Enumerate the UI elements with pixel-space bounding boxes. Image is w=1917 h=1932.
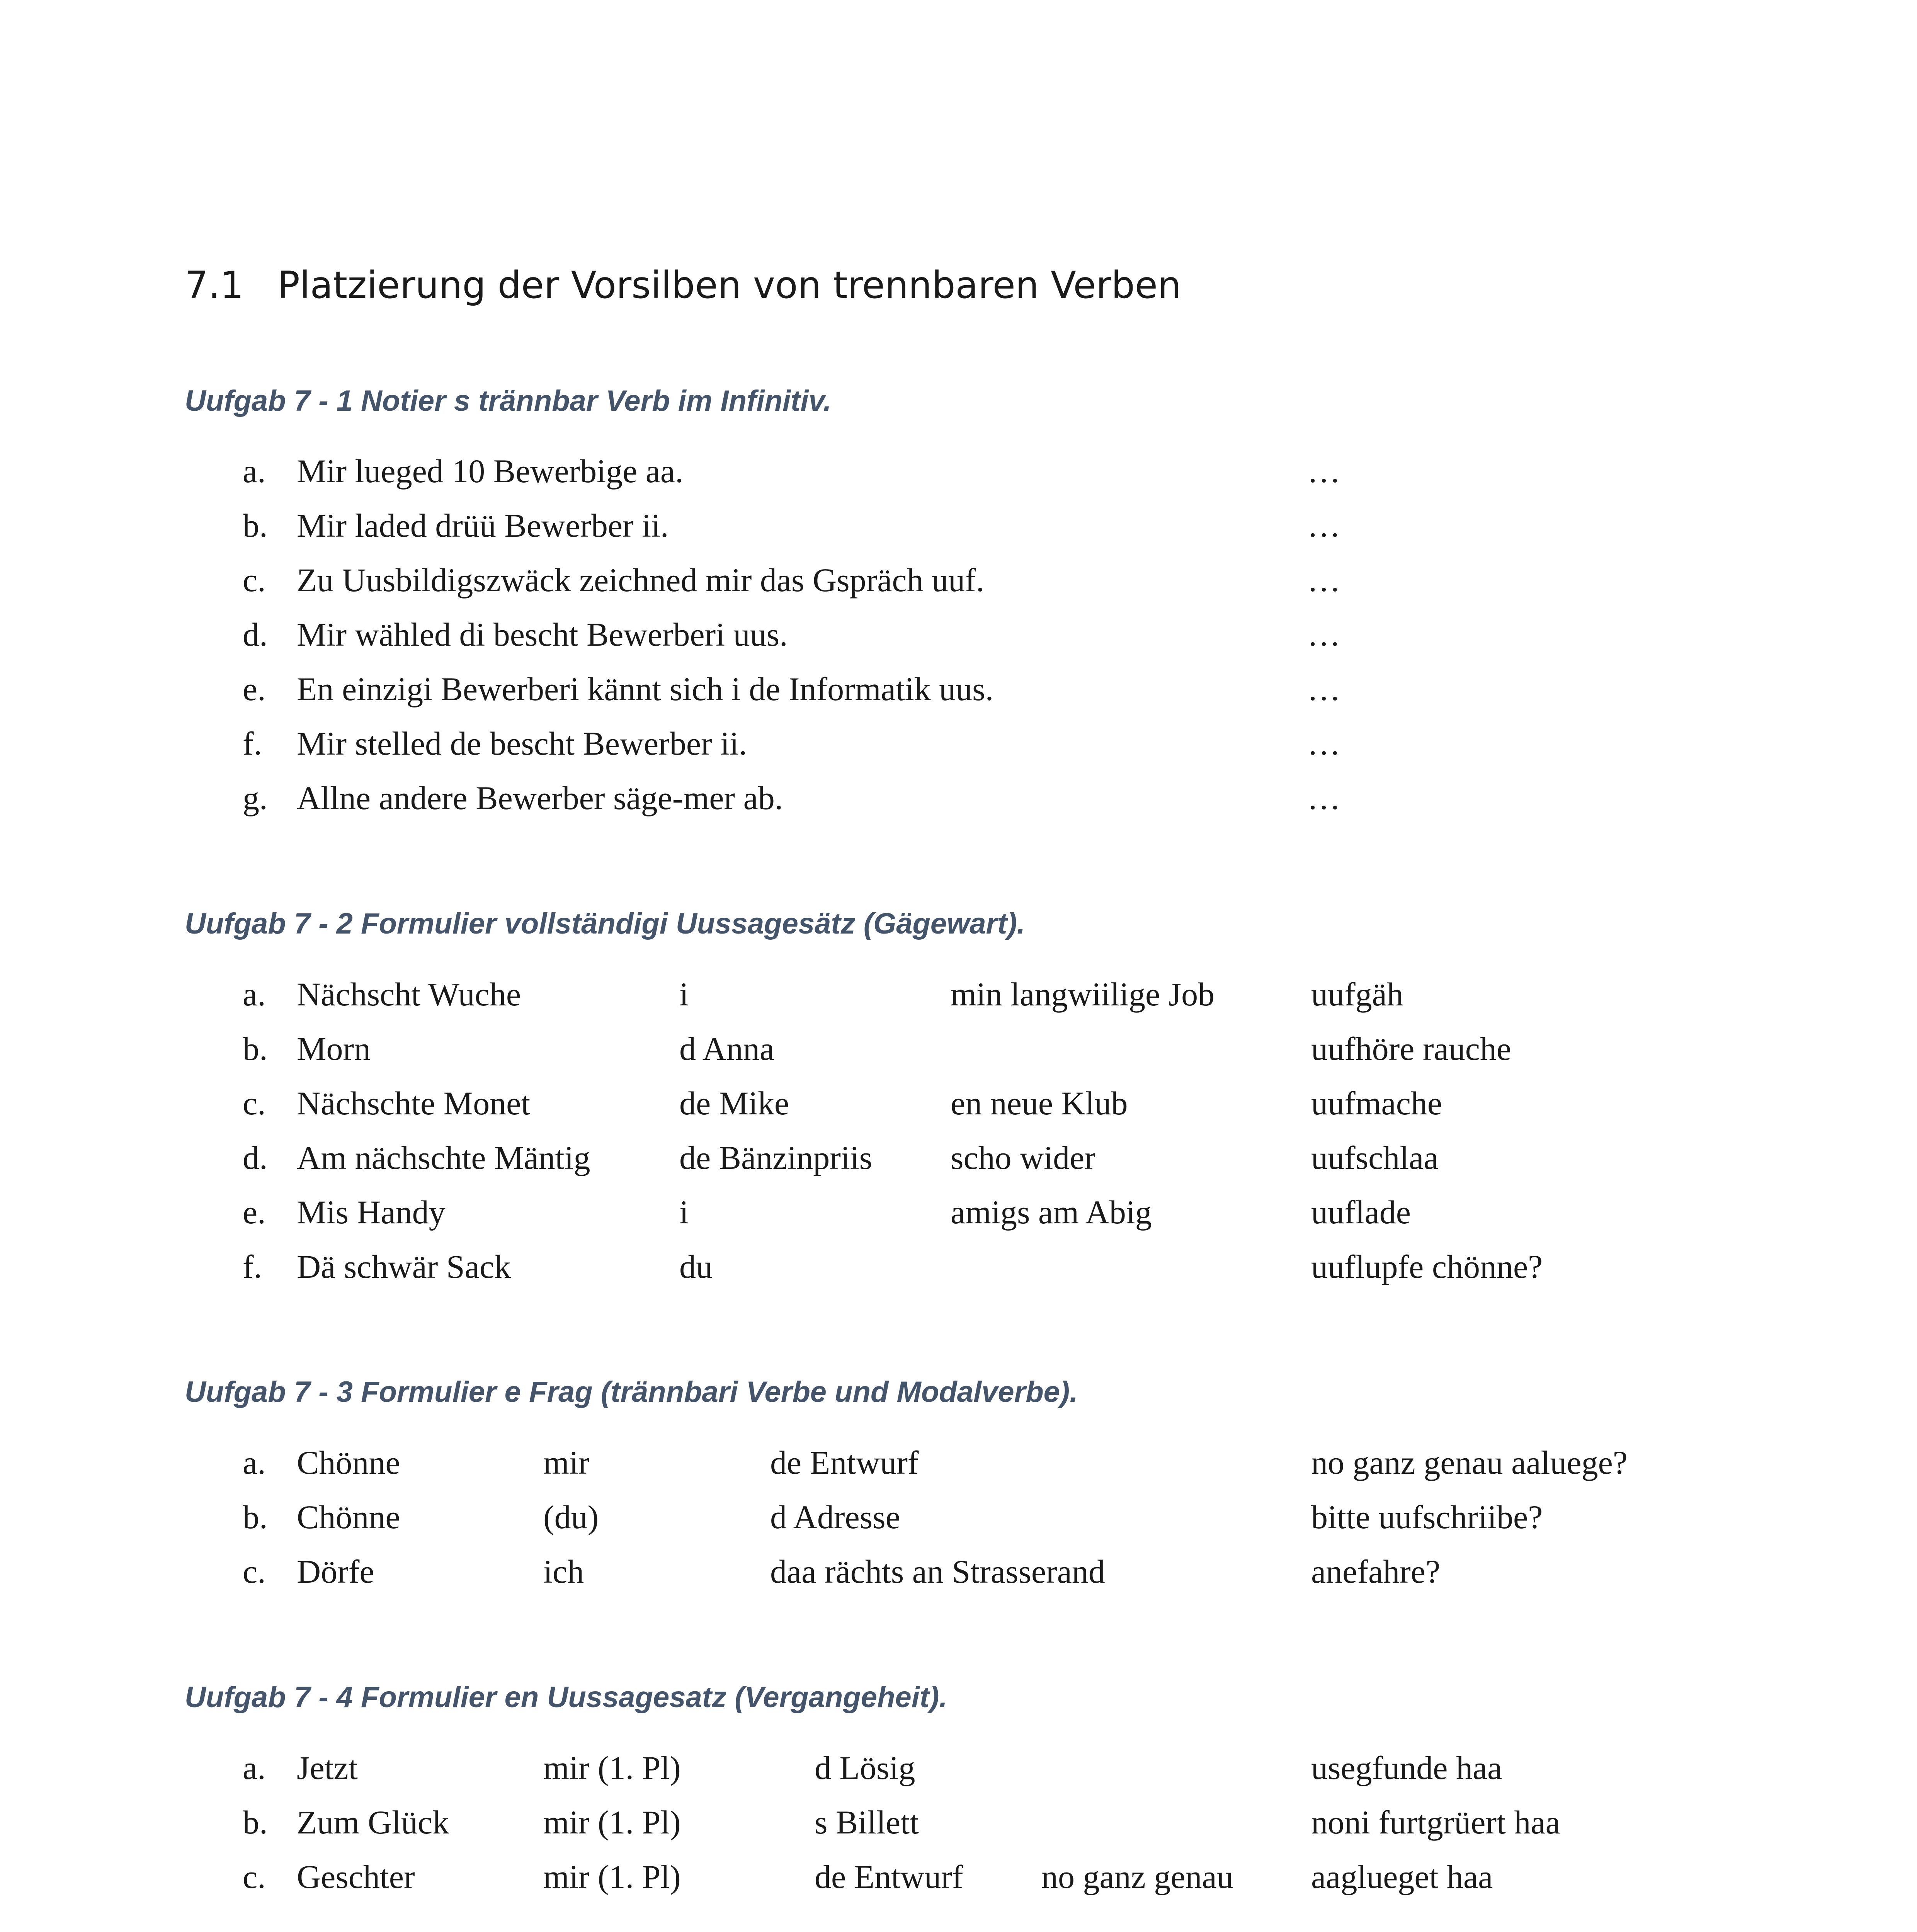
sentence: Mir wähled di bescht Bewerberi uus. xyxy=(297,616,788,653)
item-letter: d. xyxy=(243,616,268,653)
sentence-part: Nächschte Monet xyxy=(297,1085,531,1122)
item-letter: c. xyxy=(243,1553,266,1590)
sentence-part: mir (1. Pl) xyxy=(543,1858,681,1895)
item-letter: b. xyxy=(243,507,268,544)
sentence-part: bitte uufschriibe? xyxy=(1311,1498,1543,1536)
item-letter: f. xyxy=(243,1248,262,1285)
sentence-part: no ganz genau xyxy=(1041,1858,1233,1895)
section-heading xyxy=(185,264,1181,307)
sentence-part: amigs am Abig xyxy=(951,1194,1152,1231)
sentence-part: s Billett xyxy=(815,1804,919,1841)
item-letter: b. xyxy=(243,1804,268,1841)
exercise-row xyxy=(0,727,1917,765)
exercise-row xyxy=(0,1806,1917,1844)
sentence: Allne andere Bewerber säge-mer ab. xyxy=(297,779,783,816)
sentence-part: (du) xyxy=(543,1498,599,1536)
answer-blank: … xyxy=(1307,725,1340,762)
exercise-row xyxy=(0,509,1917,548)
sentence-part: scho wider xyxy=(951,1139,1095,1176)
sentence-part: i xyxy=(679,1194,689,1231)
sentence-part: d Adresse xyxy=(770,1498,900,1536)
task-title: Uufgab 7 - 3 Formulier e Frag (trännbari Verbe und Modalverbe). xyxy=(185,1376,1078,1408)
sentence-part: d Anna xyxy=(679,1030,775,1067)
sentence-part: uuflupfe chönne? xyxy=(1311,1248,1543,1285)
exercise-row xyxy=(0,1860,1917,1899)
sentence-part: de Mike xyxy=(679,1085,789,1122)
exercise-row xyxy=(0,1751,1917,1790)
sentence-part: de Bänzinpriis xyxy=(679,1139,873,1176)
sentence-part: noni furtgrüert haa xyxy=(1311,1804,1560,1841)
answer-blank: … xyxy=(1307,507,1340,544)
sentence-part: mir (1. Pl) xyxy=(543,1749,681,1786)
answer-blank: … xyxy=(1307,561,1340,599)
item-letter: b. xyxy=(243,1030,268,1067)
item-letter: e. xyxy=(243,670,266,707)
sentence-part: mir (1. Pl) xyxy=(543,1804,681,1841)
sentence-part: daa rächts an Strasserand xyxy=(770,1553,1105,1590)
sentence-part: Am nächschte Mäntig xyxy=(297,1139,590,1176)
item-letter: d. xyxy=(243,1139,268,1176)
exercise-row xyxy=(0,1500,1917,1539)
exercise-row xyxy=(0,781,1917,820)
exercise-row xyxy=(0,1087,1917,1125)
exercise-row xyxy=(0,563,1917,602)
item-letter: g. xyxy=(243,779,268,816)
sentence-part: de Entwurf xyxy=(815,1858,963,1895)
sentence-part: Nächscht Wuche xyxy=(297,976,521,1013)
answer-blank: … xyxy=(1307,616,1340,653)
item-letter: a. xyxy=(243,1444,266,1481)
exercise-row xyxy=(0,672,1917,711)
item-letter: a. xyxy=(243,1749,266,1786)
exercise-row xyxy=(0,1032,1917,1071)
sentence-part: Dörfe xyxy=(297,1553,374,1590)
sentence-part: uufmache xyxy=(1311,1085,1442,1122)
answer-blank: … xyxy=(1307,670,1340,707)
item-letter: f. xyxy=(243,725,262,762)
task-title: Uufgab 7 - 4 Formulier en Uussagesatz (Vergangeheit). xyxy=(185,1681,947,1714)
sentence-part: Chönne xyxy=(297,1498,400,1536)
sentence-part: Morn xyxy=(297,1030,371,1067)
sentence-part: de Entwurf xyxy=(770,1444,919,1481)
item-letter: c. xyxy=(243,1085,266,1122)
sentence-part: Geschter xyxy=(297,1858,415,1895)
sentence-part: Mis Handy xyxy=(297,1194,446,1231)
sentence: En einzigi Bewerberi kännt sich i de Informatik uus. xyxy=(297,670,994,707)
sentence-part: uufhöre rauche xyxy=(1311,1030,1512,1067)
exercise-row xyxy=(0,454,1917,493)
sentence-part: d Lösig xyxy=(815,1749,915,1786)
sentence-part: uuflade xyxy=(1311,1194,1411,1231)
sentence-part: usegfunde haa xyxy=(1311,1749,1502,1786)
exercise-row xyxy=(0,1446,1917,1485)
item-letter: a. xyxy=(243,976,266,1013)
sentence: Mir laded drüü Bewerber ii. xyxy=(297,507,669,544)
sentence-part: no ganz genau aaluege? xyxy=(1311,1444,1628,1481)
task-title: Uufgab 7 - 1 Notier s trännbar Verb im Infinitiv. xyxy=(185,384,832,417)
answer-blank: … xyxy=(1307,779,1340,816)
sentence-part: min langwiilige Job xyxy=(951,976,1215,1013)
answer-blank: … xyxy=(1307,452,1340,490)
section-number: 7.1 xyxy=(185,264,244,307)
sentence-part: aaglueget haa xyxy=(1311,1858,1493,1895)
sentence-part: uufgäh xyxy=(1311,976,1403,1013)
sentence-part: en neue Klub xyxy=(951,1085,1128,1122)
sentence-part: Jetzt xyxy=(297,1749,358,1786)
sentence-part: Zum Glück xyxy=(297,1804,449,1841)
exercise-row xyxy=(0,978,1917,1016)
exercise-row xyxy=(0,1196,1917,1234)
item-letter: b. xyxy=(243,1498,268,1536)
item-letter: e. xyxy=(243,1194,266,1231)
item-letter: c. xyxy=(243,561,266,599)
sentence-part: i xyxy=(679,976,689,1013)
exercise-row xyxy=(0,618,1917,656)
sentence-part: uufschlaa xyxy=(1311,1139,1439,1176)
sentence: Mir stelled de bescht Bewerber ii. xyxy=(297,725,747,762)
sentence-part: Chönne xyxy=(297,1444,400,1481)
sentence-part: mir xyxy=(543,1444,590,1481)
task-title: Uufgab 7 - 2 Formulier vollständigi Uussagesätz (Gägewart). xyxy=(185,907,1025,940)
exercise-row xyxy=(0,1555,1917,1594)
sentence: Zu Uusbildigszwäck zeichned mir das Gspräch uuf. xyxy=(297,561,985,599)
sentence-part: du xyxy=(679,1248,713,1285)
sentence: Mir lueged 10 Bewerbige aa. xyxy=(297,452,684,490)
sentence-part: anefahre? xyxy=(1311,1553,1441,1590)
exercise-row xyxy=(0,1250,1917,1289)
item-letter: c. xyxy=(243,1858,266,1895)
section-title: Platzierung der Vorsilben von trennbaren Verben xyxy=(277,264,1181,307)
exercise-row xyxy=(0,1141,1917,1180)
item-letter: a. xyxy=(243,452,266,490)
sentence-part: ich xyxy=(543,1553,584,1590)
sentence-part: Dä schwär Sack xyxy=(297,1248,511,1285)
